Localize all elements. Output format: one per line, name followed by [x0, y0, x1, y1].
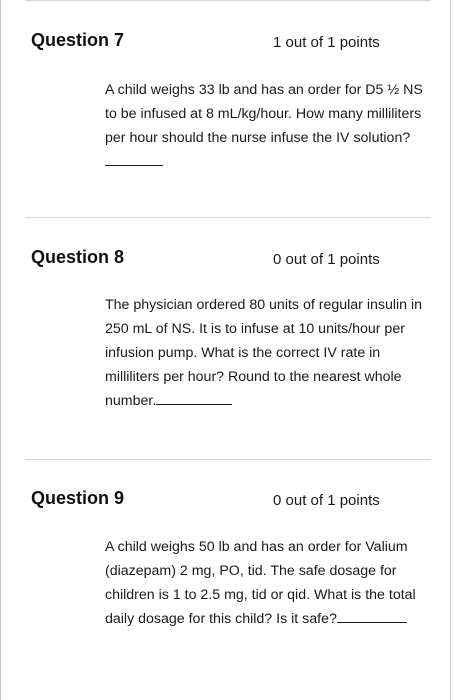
question-text-container	[105, 535, 423, 631]
answer-blank	[156, 390, 232, 405]
question-text: The physician ordered 80 units of regular insulin in 250 mL of NS. It is to infuse at 10 units/hour per infusion pump. What is the correct IV rate in milliliters per hour? Round to the nearest whole number.	[105, 297, 423, 409]
question-title: Question 9	[31, 488, 125, 508]
question-points: 0 out of 1 points	[273, 251, 380, 268]
divider	[25, 459, 431, 460]
question-text: A child weighs 50 lb and has an order for Valium (diazepam) 2 mg, PO, tid. The safe dosage for children is 1 to 2.5 mg, tid or qid. What is the total daily dosage for this child? Is it safe?	[105, 539, 416, 627]
question-title: Question 8	[31, 247, 125, 267]
divider	[25, 0, 431, 1]
answer-blank	[337, 608, 407, 623]
question-points: 1 out of 1 points	[273, 34, 380, 51]
answer-blank	[105, 151, 163, 166]
question-text-container	[105, 78, 423, 174]
question-title: Question 7	[31, 30, 125, 50]
question-points: 0 out of 1 points	[273, 492, 380, 509]
divider	[25, 217, 431, 218]
question-text-container	[105, 293, 423, 413]
question-text: A child weighs 33 lb and has an order for D5 ½ NS to be infused at 8 mL/kg/hour. How many milliliters per hour should the nurse infuse the IV solution?	[105, 82, 423, 146]
